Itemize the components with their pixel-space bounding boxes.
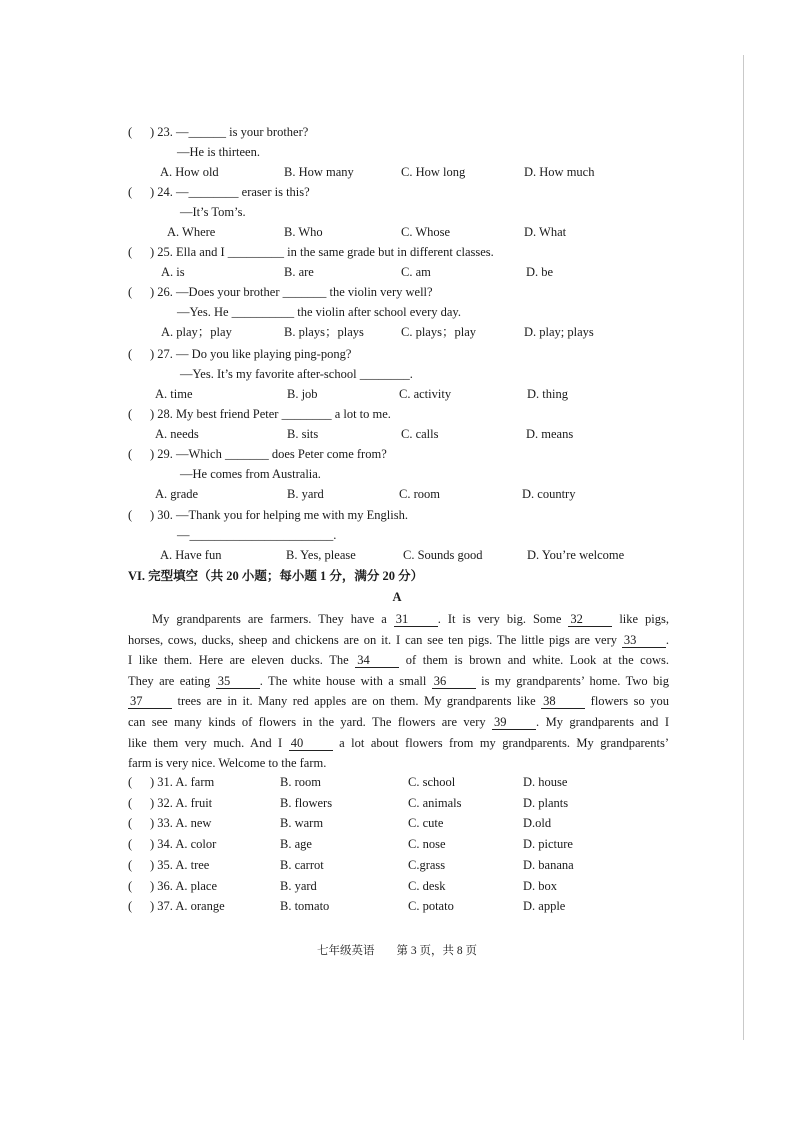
cloze-35-option-d: D. banana xyxy=(523,857,574,872)
cloze-35-option-c: C.grass xyxy=(408,857,446,872)
question-28-option-d: D. means xyxy=(526,427,574,441)
question-23-stem: ) 23. —______ is your brother? xyxy=(150,125,309,139)
question-24-option-c: C. Whose xyxy=(401,225,451,239)
question-24-answer-bracket: ( xyxy=(128,185,133,199)
blank-40[interactable]: 40 xyxy=(289,736,333,751)
question-24-reply: —It’s Tom’s. xyxy=(180,205,246,219)
question-25-option-c: C. am xyxy=(401,265,431,279)
question-29-option-a: A. grade xyxy=(155,487,199,501)
cloze-37-option-d: D. apple xyxy=(523,899,566,914)
blank-35[interactable]: 35 xyxy=(216,674,260,689)
passage-line: horses, cows, ducks, sheep and chickens are on it. I can see ten pigs. The little pigs are very 33 . xyxy=(128,632,669,647)
cloze-33-answer-bracket: ( xyxy=(128,816,133,831)
question-27-reply: —Yes. It’s my favorite after-school ________. xyxy=(180,367,413,381)
cloze-35-option-a: ) 35. A. tree xyxy=(150,857,210,872)
page-margin-line xyxy=(743,55,744,1040)
cloze-passage xyxy=(128,609,669,774)
question-30-answer-bracket: ( xyxy=(128,508,133,522)
passage-line: can see many kinds of flowers in the yard. The flowers are very 39 . My grandparents and I xyxy=(128,714,669,729)
cloze-35-option-b: B. carrot xyxy=(280,857,324,872)
question-23-reply: —He is thirteen. xyxy=(177,145,260,159)
blank-31[interactable]: 31 xyxy=(394,612,438,627)
blank-33[interactable]: 33 xyxy=(622,633,666,648)
question-28-option-c: C. calls xyxy=(401,427,439,441)
passage-line: I like them. Here are eleven ducks. The 34 of them is brown and white. Look at the cows. xyxy=(128,653,669,668)
question-28-option-a: A. needs xyxy=(155,427,199,441)
question-30-option-d: D. You’re welcome xyxy=(527,548,625,562)
cloze-36-option-a: ) 36. A. place xyxy=(150,878,217,893)
footer-page-number: 第 3 页，共 8 页 xyxy=(396,945,477,957)
cloze-31-option-b: B. room xyxy=(280,775,321,789)
question-26-option-c: C. plays；play xyxy=(401,325,476,339)
blank-38[interactable]: 38 xyxy=(541,694,585,709)
cloze-36-answer-bracket: ( xyxy=(128,878,133,893)
question-30-option-a: A. Have fun xyxy=(160,548,222,562)
cloze-32-option-c: C. animals xyxy=(408,795,462,810)
question-27-option-c: C. activity xyxy=(399,387,452,401)
question-26-option-d: D. play; plays xyxy=(524,325,594,339)
cloze-31-option-c: C. school xyxy=(408,775,456,789)
question-23-option-c: C. How long xyxy=(401,165,466,179)
page-footer xyxy=(0,942,794,958)
question-30-reply: —_______________________. xyxy=(177,528,337,542)
question-26-stem: ) 26. —Does your brother _______ the violin very well? xyxy=(150,285,433,299)
question-25-option-b: B. are xyxy=(284,265,314,279)
question-29-option-b: B. yard xyxy=(287,487,324,501)
cloze-34-option-c: C. nose xyxy=(408,837,446,852)
cloze-34-option-d: D. picture xyxy=(523,837,573,852)
footer-subject: 七年级英语 xyxy=(317,945,375,957)
cloze-37-option-a: ) 37. A. orange xyxy=(150,899,225,914)
cloze-36-option-d: D. box xyxy=(523,878,558,893)
question-27-stem: ) 27. — Do you like playing ping-pong? xyxy=(150,347,352,361)
blank-34[interactable]: 34 xyxy=(355,653,399,668)
blank-32[interactable]: 32 xyxy=(568,612,612,627)
question-27-option-b: B. job xyxy=(287,387,318,401)
cloze-35-answer-bracket: ( xyxy=(128,857,133,872)
cloze-37-option-c: C. potato xyxy=(408,899,454,914)
passage-line: like them very much. And I 40 a lot about flowers from my grandparents. My grandparents’ xyxy=(128,735,669,750)
question-29-option-d: D. country xyxy=(522,487,576,501)
question-28-answer-bracket: ( xyxy=(128,407,133,421)
question-30-option-b: B. Yes, please xyxy=(286,548,356,562)
question-25-stem: ) 25. Ella and I _________ in the same grade but in different classes. xyxy=(150,245,494,259)
blank-37[interactable]: 37 xyxy=(128,694,172,709)
question-27-option-d: D. thing xyxy=(527,387,568,401)
question-29-answer-bracket: ( xyxy=(128,447,133,461)
cloze-34-answer-bracket: ( xyxy=(128,837,133,852)
question-26-reply: —Yes. He __________ the violin after school every day. xyxy=(177,305,461,319)
cloze-31-answer-bracket: ( xyxy=(128,775,133,789)
cloze-34-option-a: ) 34. A. color xyxy=(150,837,217,852)
question-28-stem: ) 28. My best friend Peter ________ a lot to me. xyxy=(150,407,391,421)
cloze-32-option-b: B. flowers xyxy=(280,795,333,810)
cloze-33-option-a: ) 33. A. new xyxy=(150,816,212,831)
cloze-37-option-b: B. tomato xyxy=(280,899,330,914)
question-23-answer-bracket: ( xyxy=(128,125,133,139)
question-26-option-b: B. plays；plays xyxy=(284,325,364,339)
question-29-stem: ) 29. —Which _______ does Peter come from? xyxy=(150,447,387,461)
cloze-34-option-b: B. age xyxy=(280,837,312,852)
cloze-37-answer-bracket: ( xyxy=(128,899,133,914)
question-29-option-c: C. room xyxy=(399,487,440,501)
passage-line: My grandparents are farmers. They have a 31 . It is very big. Some 32 like pigs, xyxy=(152,612,669,626)
question-24-option-b: B. Who xyxy=(284,225,323,239)
question-25-option-a: A. is xyxy=(161,265,185,279)
cloze-33-option-d: D.old xyxy=(523,816,552,831)
question-23-option-d: D. How much xyxy=(524,165,595,179)
blank-36[interactable]: 36 xyxy=(432,674,476,689)
question-28-option-b: B. sits xyxy=(287,427,319,441)
passage-line: 37 trees are in it. Many red apples are on them. My grandparents like 38 flowers so you xyxy=(130,694,670,709)
cloze-33-option-c: C. cute xyxy=(408,816,444,831)
cloze-36-option-b: B. yard xyxy=(280,878,317,893)
section-title: VI. 完型填空（共 20 小题；每小题 1 分，满分 20 分） xyxy=(128,569,424,583)
question-30-stem: ) 30. —Thank you for helping me with my English. xyxy=(150,508,408,522)
blank-39[interactable]: 39 xyxy=(492,715,536,730)
question-27-answer-bracket: ( xyxy=(128,347,133,361)
section-part-label: A xyxy=(392,590,402,604)
question-23-option-b: B. How many xyxy=(284,165,354,179)
question-26-answer-bracket: ( xyxy=(128,285,133,299)
cloze-32-answer-bracket: ( xyxy=(128,795,133,810)
question-24-option-a: A. Where xyxy=(167,225,216,239)
question-23-option-a: A. How old xyxy=(160,165,219,179)
passage-line: They are eating 35 . The white house with a small 36 is my grandparents’ home. Two big xyxy=(128,673,670,688)
question-27-option-a: A. time xyxy=(155,387,193,401)
question-24-option-d: D. What xyxy=(524,225,567,239)
cloze-32-option-a: ) 32. A. fruit xyxy=(150,795,213,810)
question-25-option-d: D. be xyxy=(526,265,554,279)
cloze-31-option-a: ) 31. A. farm xyxy=(150,775,215,789)
passage-line: farm is very nice. Welcome to the farm. xyxy=(128,756,327,771)
question-29-reply: —He comes from Australia. xyxy=(180,467,321,481)
question-25-answer-bracket: ( xyxy=(128,245,133,259)
cloze-36-option-c: C. desk xyxy=(408,878,446,893)
cloze-32-option-d: D. plants xyxy=(523,795,569,810)
question-26-option-a: A. play；play xyxy=(161,325,232,339)
question-24-stem: ) 24. —________ eraser is this? xyxy=(150,185,310,199)
cloze-31-option-d: D. house xyxy=(523,775,568,789)
cloze-33-option-b: B. warm xyxy=(280,816,324,831)
question-30-option-c: C. Sounds good xyxy=(403,548,483,562)
